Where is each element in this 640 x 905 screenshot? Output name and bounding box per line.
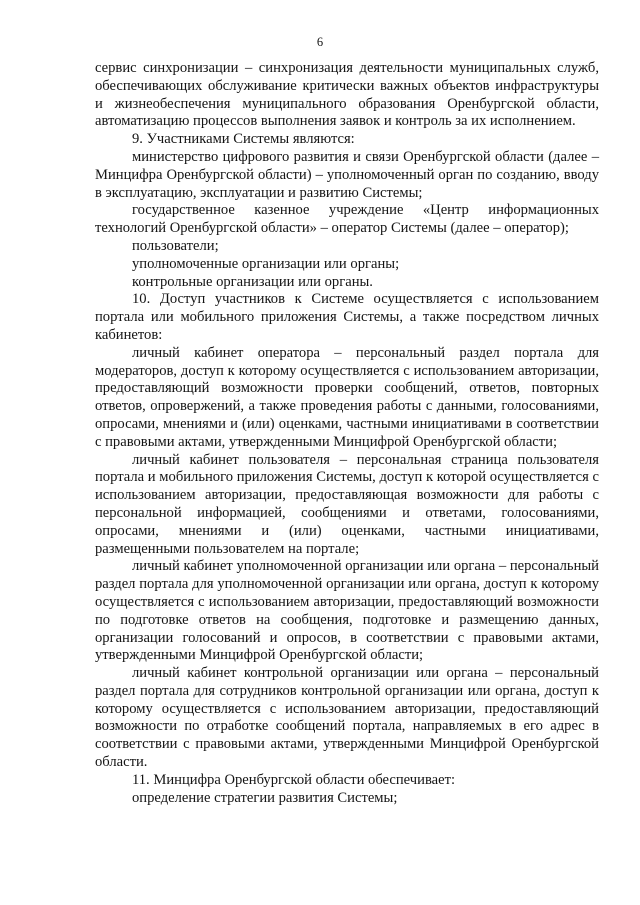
- paragraph-authorized-organization-cabinet: личный кабинет уполномоченной организации или органа – персональный раздел портала для уполномоченной организации или органа, доступ к которому осуществляется с использованием авторизации, предоставляющий возможности по подготовке ответов на сообщения, подготовке и размещению данных, организации голосований и опросов, в соответствии с правовыми актами, утвержденными Минцифрой Оренбургской области;: [95, 558, 599, 664]
- paragraph-9-participants: 9. Участниками Системы являются:: [132, 131, 355, 148]
- document-body: [95, 60, 599, 807]
- paragraph-sync-service: сервис синхронизации – синхронизация деятельности муниципальных служб, обеспечивающих обслуживание критически важных объектов инфраструктуры и жизнеобеспечения муниципального образования Оренбургской области, автоматизацию процессов выполнения заявок и контроль за их исполнением.: [95, 60, 599, 130]
- page-number: 6: [316, 35, 324, 49]
- paragraph-strategy: определение стратегии развития Системы;: [132, 789, 398, 806]
- paragraph-control-organizations: контрольные организации или органы.: [132, 273, 373, 290]
- paragraph-11-ministry-ensures: 11. Минцифра Оренбургской области обеспечивает:: [132, 771, 456, 788]
- paragraph-control-organization-cabinet: личный кабинет контрольной организации или органа – персональный раздел портала для сотрудников контрольной организации или органа, доступ к которому осуществляется с использованием авторизации, предоставляющий возможности по отработке сообщений портала, направляемых в его адрес в соответствии с правовыми актами, утвержденными Минцифрой Оренбургской области.: [95, 665, 599, 771]
- paragraph-authorized-organizations: уполномоченные организации или органы;: [132, 255, 400, 272]
- paragraph-users: пользователи;: [132, 237, 219, 254]
- paragraph-user-cabinet: личный кабинет пользователя – персональная страница пользователя портала и мобильного приложения Системы, доступ к которой осуществляется с использованием авторизации, предоставляющая возможности для работы с персональной информацией, сообщениями и ответами, голосованиями, опросами, мнениями и (или) оценками, частными инициативами, размещенными пользователем на портале;: [95, 451, 599, 557]
- paragraph-operator: государственное казенное учреждение «Центр информационных технологий Оренбургской области» – оператор Системы (далее – оператор);: [95, 202, 599, 237]
- paragraph-operator-cabinet: личный кабинет оператора – персональный раздел портала для модераторов, доступ к которому осуществляется с использованием авторизации, предоставляющий возможности проверки сообщений, ответов, повторных ответов, опровержений, а также проведения работы с данными, голосованиями, опросами, мнениями и (или) оценками, частными инициативами в соответствии с правовыми актами, утвержденными Минцифрой Оренбургской области;: [95, 344, 599, 450]
- paragraph-10-access: 10. Доступ участников к Системе осуществляется с использованием портала или мобильного приложения Системы, а также посредством личных кабинетов:: [95, 291, 599, 343]
- paragraph-ministry: министерство цифрового развития и связи Оренбургской области (далее – Минцифра Оренбургской области) – уполномоченный орган по созданию, вводу в эксплуатацию, эксплуатации и развитию Системы;: [95, 148, 599, 201]
